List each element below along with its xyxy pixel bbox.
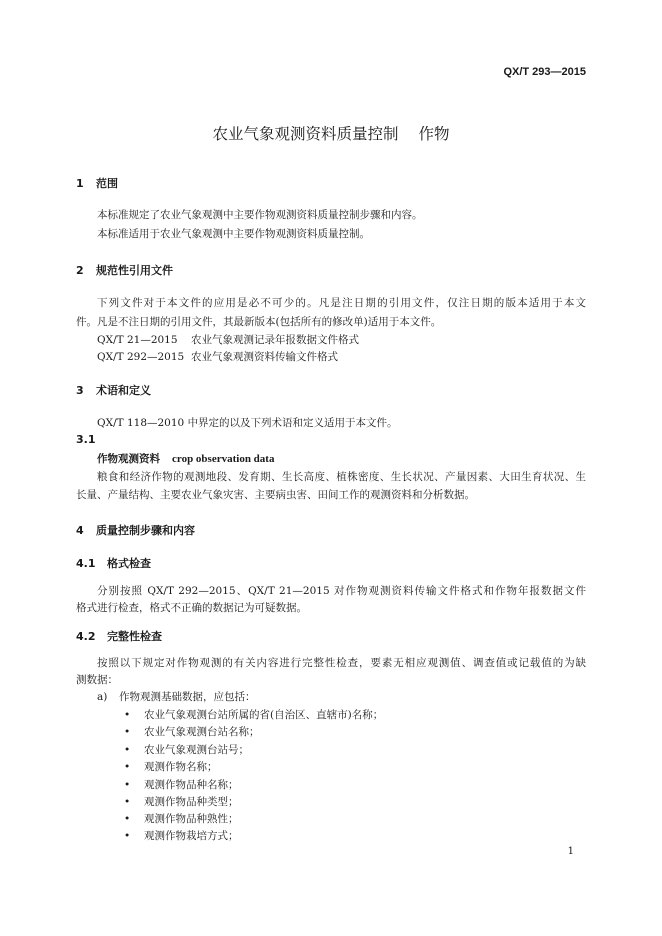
page-number: 1 — [567, 846, 574, 857]
normative-reference: QX/T 21—2015 农业气象观测记录年报数据文件格式 — [97, 334, 359, 346]
section-4-2-para-line-1: 按照以下规定对作物观测的有关内容进行完整性检查，要素无相应观测值、调查值或记载值的为缺 — [97, 657, 586, 669]
standard-number: QX/T 293—2015 — [503, 66, 586, 78]
bullet-icon: • — [124, 709, 131, 721]
bullet-item: • 观测作物品种熟性； — [124, 813, 239, 825]
section-1-para-2: 本标准适用于农业气象观测中主要作物观测资料质量控制。 — [97, 228, 370, 240]
section-2-heading: 2 规范性引用文件 — [76, 264, 173, 277]
term-3-1-title: 作物观测资料 crop observation data — [97, 453, 275, 465]
section-4-1-heading: 4.1 格式检查 — [76, 557, 151, 570]
title-sub: 作物 — [418, 125, 450, 143]
term-3-1-definition-line-2: 长量、产量结构、主要农业气象灾害、主要病虫害、田间工作的观测资料和分析数据。 — [76, 489, 475, 501]
bullet-item: • 观测作物栽培方式； — [124, 830, 239, 842]
bullet-icon: • — [124, 744, 131, 756]
term-3-1-definition-line-1: 粮食和经济作物的观测地段、发育期、生长高度、植株密度、生长状况、产量因素、大田生育状况、生 — [97, 471, 586, 483]
document-title — [0, 122, 662, 144]
section-2-para-line-2: 件。凡是不注日期的引用文件，其最新版本(包括所有的修改单)适用于本文件。 — [76, 316, 442, 328]
bullet-icon: • — [124, 726, 131, 738]
bullet-item: • 观测作物品种名称； — [124, 779, 239, 791]
bullet-icon: • — [124, 830, 131, 842]
bullet-item: • 观测作物品种类型； — [124, 796, 239, 808]
list-item-a: a) 作物观测基础数据，应包括： — [97, 691, 256, 703]
title-main: 农业气象观测资料质量控制 — [212, 125, 399, 143]
bullet-icon: • — [124, 779, 131, 791]
bullet-item: • 农业气象观测台站所属的省(自治区、直辖市)名称； — [124, 709, 384, 721]
section-2-para-line-1: 下列文件对于本文件的应用是必不可少的。凡是注日期的引用文件，仅注日期的版本适用于本文 — [97, 297, 586, 309]
section-3-heading: 3 术语和定义 — [76, 384, 151, 397]
bullet-icon: • — [124, 796, 131, 808]
bullet-icon: • — [124, 813, 131, 825]
section-4-1-para-line-2: 格式进行检查，格式不正确的数据记为可疑数据。 — [76, 602, 307, 614]
bullet-item: • 农业气象观测台站号； — [124, 744, 249, 756]
section-4-2-heading: 4.2 完整性检查 — [76, 630, 162, 643]
section-3-para: QX/T 118—2010 中界定的以及下列术语和定义适用于本文件。 — [97, 417, 398, 429]
bullet-item: • 农业气象观测台站名称； — [124, 726, 260, 738]
section-1-para-1: 本标准规定了农业气象观测中主要作物观测资料质量控制步骤和内容。 — [97, 209, 423, 221]
section-1-heading: 1 范围 — [76, 177, 118, 190]
section-4-2-para-line-2: 测数据： — [76, 674, 118, 686]
normative-reference: QX/T 292—2015 农业气象观测资料传输文件格式 — [97, 351, 338, 363]
section-4-1-para-line-1: 分别按照 QX/T 292—2015、QX/T 21—2015 对作物观测资料传输文件格式和作物年报数据文件 — [97, 585, 586, 597]
bullet-icon: • — [124, 761, 131, 773]
term-3-1-number: 3.1 — [76, 433, 96, 446]
bullet-item: • 观测作物名称； — [124, 761, 218, 773]
section-4-heading: 4 质量控制步骤和内容 — [76, 524, 195, 537]
